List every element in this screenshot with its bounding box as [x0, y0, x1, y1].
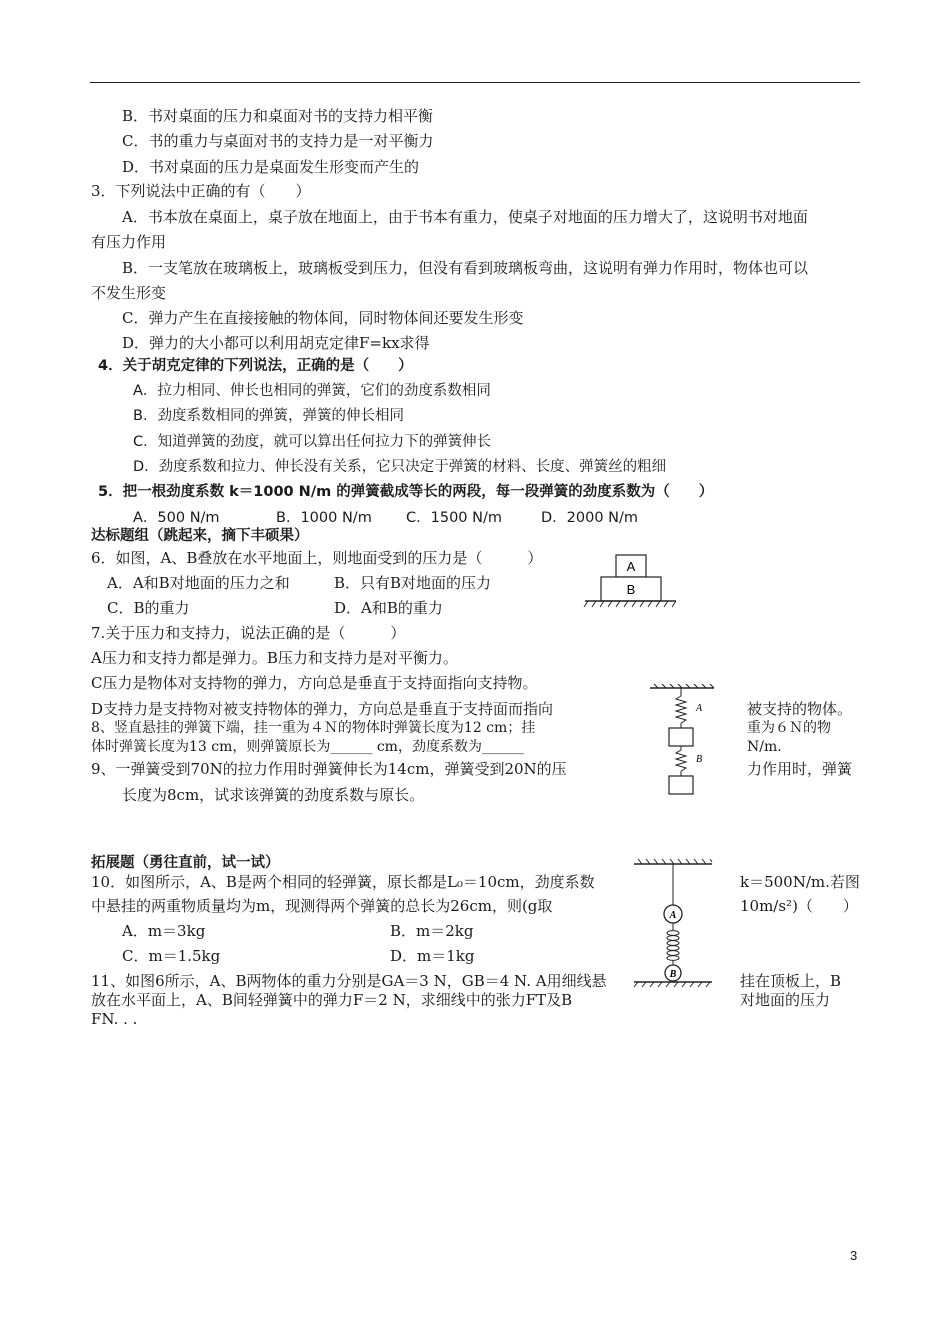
q7-option-d: D支持力是支持物对被支持物体的弹力，方向总是垂直于支持面而指向: [91, 700, 554, 718]
q5-option-a: A．500 N/m: [133, 510, 220, 526]
q8-line1-right: 重为６Ｎ的物: [747, 720, 831, 736]
q5-option-d: D．2000 N/m: [541, 510, 639, 526]
q10-line2-right: 10m/s²)（ ）: [740, 897, 858, 915]
q6-option-c: C．B的重力: [107, 599, 190, 617]
q10-line1: 10．如图所示，A、B是两个相同的轻弹簧，原长都是L₀＝10cm，劲度系数: [91, 873, 595, 891]
q3-option-a-line2: 有压力作用: [91, 233, 167, 251]
q5-option-c: C．1500 N/m: [406, 510, 502, 526]
q3-stem: 3．下列说法中正确的有（ ）: [91, 182, 311, 200]
spring-balls-figure: [632, 858, 714, 990]
q2-option-c: C．书的重力与桌面对书的支持力是一对平衡力: [122, 132, 434, 150]
spring-a-label: A: [696, 703, 703, 714]
header-rule: [90, 82, 860, 83]
page-number: 3: [850, 1248, 858, 1263]
q4-stem: 4．关于胡克定律的下列说法，正确的是（ ）: [98, 358, 413, 374]
q2-option-d: D．书对桌面的压力是桌面发生形变而产生的: [122, 158, 420, 176]
q6-stem: 6．如图，A、B叠放在水平地面上，则地面受到的压力是（ ）: [91, 549, 543, 567]
q8-line2: 体时弹簧长度为13 cm，则弹簧原长为______ cm，劲度系数为______: [91, 739, 524, 755]
q10-option-c: C．m＝1.5kg: [122, 947, 221, 965]
hanging-springs-figure: [648, 684, 718, 796]
q6-option-d: D．A和B的重力: [334, 599, 443, 617]
q7-stem: 7.关于压力和支持力，说法正确的是（ ）: [91, 624, 406, 642]
q7-option-c: C压力是物体对支持物的弹力，方向总是垂直于支持面指向支持物。: [91, 674, 538, 692]
q5-option-b: B．1000 N/m: [276, 510, 372, 526]
q10-option-a: A．m＝3kg: [122, 922, 206, 940]
q3-option-c: C．弹力产生在直接接触的物体间，同时物体间还要发生形变: [122, 309, 524, 327]
q7-option-d-right: 被支持的物体。: [747, 700, 853, 718]
q3-option-b-line1: B．一支笔放在玻璃板上，玻璃板受到压力，但没有看到玻璃板弯曲，这说明有弹力作用时，物体也可以: [122, 259, 809, 277]
q4-option-c: C．知道弹簧的劲度，就可以算出任何拉力下的弹簧伸长: [133, 434, 492, 450]
q11-line1-right: 挂在顶板上，B: [740, 972, 842, 990]
q8-line1: 8、竖直悬挂的弹簧下端，挂一重为４Ｎ的物体时弹簧长度为12 cm；挂: [91, 720, 536, 736]
q3-option-d: D．弹力的大小都可以利用胡克定律F=kx求得: [122, 334, 430, 352]
q10-line1-right: k＝500N/m.若图: [740, 873, 860, 891]
spring-b-label: B: [696, 754, 703, 765]
q10-option-d: D．m＝1kg: [390, 947, 475, 965]
q7-option-ab: A压力和支持力都是弹力。B压力和支持力是对平衡力。: [91, 649, 458, 667]
q2-option-b: B．书对桌面的压力和桌面对书的支持力相平衡: [122, 107, 434, 125]
q9-line1: 9、一弹簧受到70N的拉力作用时弹簧伸长为14cm，弹簧受到20N的压: [91, 760, 567, 778]
q4-option-a: A．拉力相同、伸长也相同的弹簧，它们的劲度系数相同: [133, 383, 491, 399]
q11-line2: 放在水平面上，A、B间轻弹簧中的弹力F＝2 N，求细线中的张力FT及B: [91, 991, 573, 1009]
ball-a-label: A: [669, 910, 677, 921]
q9-line1-right: 力作用时，弹簧: [747, 760, 853, 778]
q8-line2-right: N/m.: [747, 739, 782, 755]
section-title-extension: 拓展题（勇往直前，试一试）: [91, 855, 280, 871]
q9-line2: 长度为8cm，试求该弹簧的劲度系数与原长。: [122, 786, 425, 804]
q11-line3: FN. . .: [91, 1010, 138, 1028]
stacked-blocks-figure: [580, 553, 680, 613]
q10-option-b: B．m＝2kg: [390, 922, 474, 940]
ball-b-label: B: [669, 969, 677, 980]
q5-stem: 5．把一根劲度系数 k＝1000 N/m 的弹簧截成等长的两段，每一段弹簧的劲度系数为（ ）: [98, 484, 714, 500]
q4-option-b: B．劲度系数相同的弹簧，弹簧的伸长相同: [133, 408, 404, 424]
section-title-standard: 达标题组（跳起来，摘下丰硕果）: [91, 528, 309, 544]
q6-option-b: B．只有B对地面的压力: [334, 574, 492, 592]
block-a-label: A: [626, 559, 636, 574]
q11-line2-right: 对地面的压力: [740, 991, 831, 1009]
block-b-label: B: [626, 582, 636, 597]
q3-option-a-line1: A．书本放在桌面上，桌子放在地面上，由于书本有重力，使桌子对地面的压力增大了，这说明书对地面: [122, 208, 808, 226]
q6-option-a: A．A和B对地面的压力之和: [107, 574, 290, 592]
q11-line1: 11、如图6所示，A、B两物体的重力分别是GA＝3 N，GB＝4 N. A用细线悬: [91, 972, 607, 990]
q3-option-b-line2: 不发生形变: [91, 284, 167, 302]
q4-option-d: D．劲度系数和拉力、伸长没有关系，它只决定于弹簧的材料、长度、弹簧丝的粗细: [133, 459, 667, 475]
q10-line2: 中悬挂的两重物质量均为m，现测得两个弹簧的总长为26cm，则(g取: [91, 897, 553, 915]
